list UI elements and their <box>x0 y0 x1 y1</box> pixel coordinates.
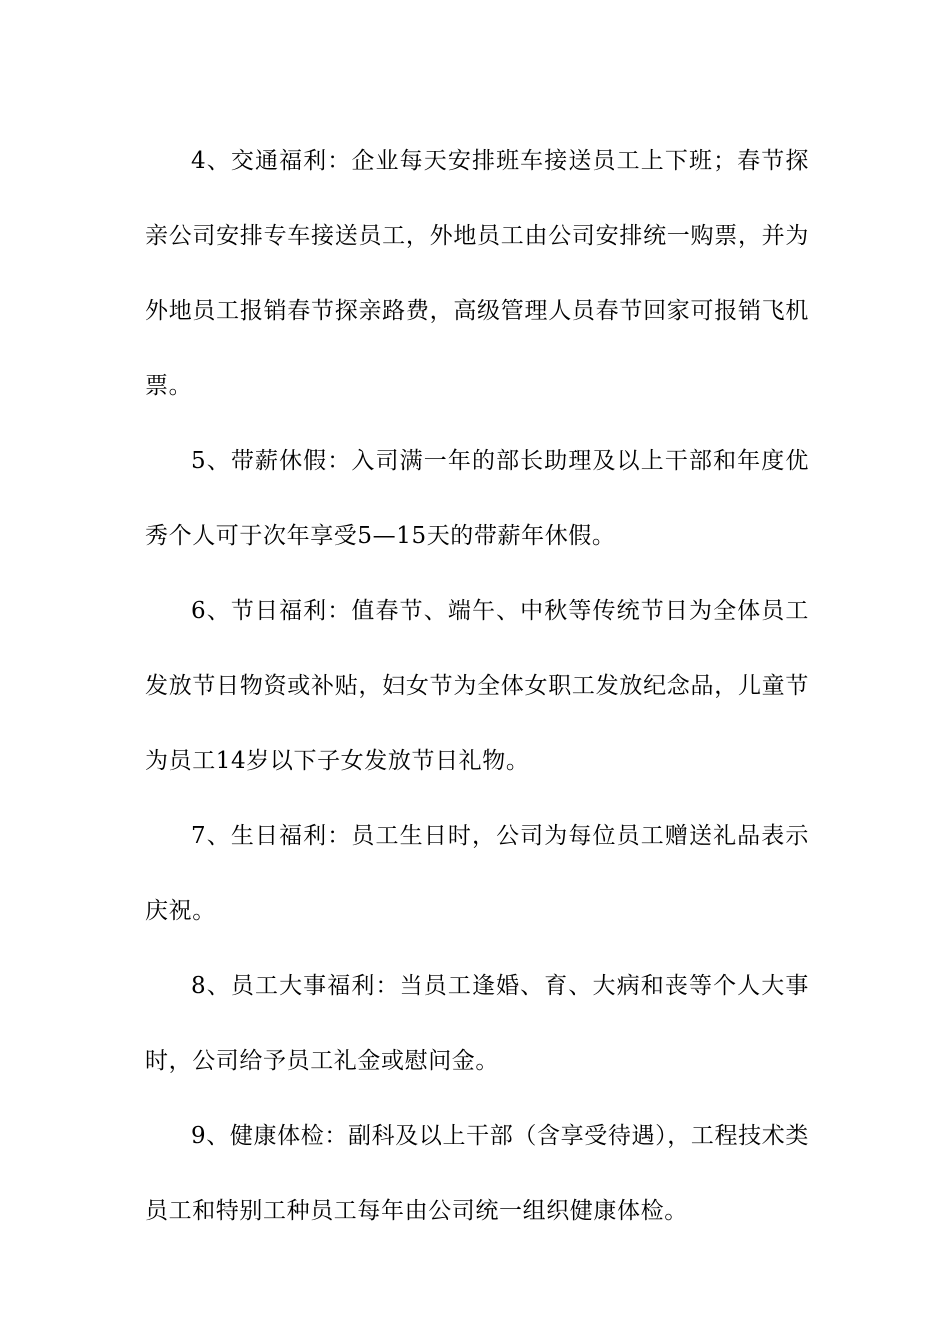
document-body <box>145 124 809 1249</box>
paragraph-major-event-benefit: 8、员工大事福利：当员工逢婚、育、大病和丧等个人大事时，公司给予员工礼金或慰问金。 <box>145 973 809 1074</box>
paragraph-holiday-benefit: 6、节日福利：值春节、端午、中秋等传统节日为全体员工发放节日物资或补贴，妇女节为全体女职工发放纪念品，儿童节为员工14岁以下子女发放节日礼物。 <box>145 598 809 774</box>
paragraph-birthday-benefit: 7、生日福利：员工生日时，公司为每位员工赠送礼品表示庆祝。 <box>145 823 809 924</box>
paragraph-health-checkup: 9、健康体检：副科及以上干部（含享受待遇），工程技术类员工和特别工种员工每年由公司统一组织健康体检。 <box>145 1123 809 1224</box>
paragraph-paid-leave: 5、带薪休假：入司满一年的部长助理及以上干部和年度优秀个人可于次年享受5—15天的带薪年休假。 <box>145 448 809 549</box>
paragraph-transport-benefit: 4、交通福利：企业每天安排班车接送员工上下班；春节探亲公司安排专车接送员工，外地员工由公司安排统一购票，并为外地员工报销春节探亲路费，高级管理人员春节回家可报销飞机票。 <box>145 148 809 399</box>
